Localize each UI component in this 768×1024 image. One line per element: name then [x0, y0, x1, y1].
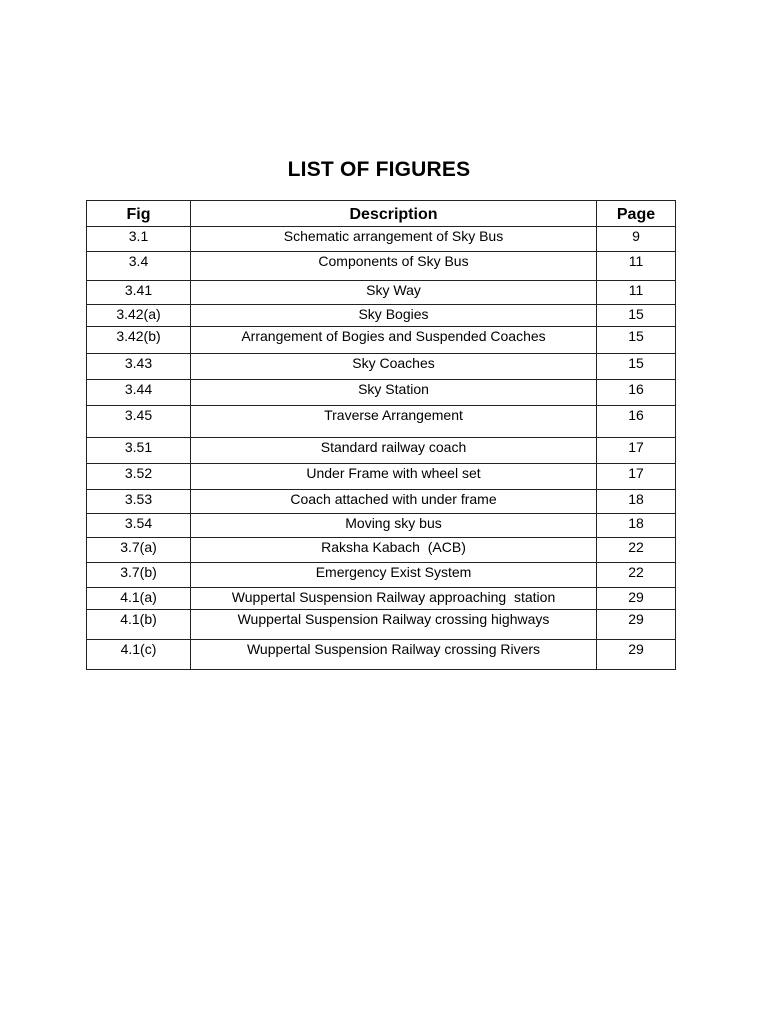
table-row — [87, 464, 676, 490]
table-row — [87, 538, 676, 563]
fig-description: Sky Coaches — [191, 354, 597, 380]
table-header-row — [87, 201, 676, 227]
table-row — [87, 252, 676, 281]
table-row — [87, 406, 676, 438]
figures-table — [86, 200, 676, 670]
fig-description: Traverse Arrangement — [191, 406, 597, 438]
fig-number: 3.1 — [87, 227, 191, 252]
fig-number: 3.42(a) — [87, 305, 191, 327]
fig-description: Sky Station — [191, 380, 597, 406]
fig-page: 11 — [597, 281, 676, 305]
fig-number: 3.7(a) — [87, 538, 191, 563]
fig-number: 3.52 — [87, 464, 191, 490]
fig-number: 3.51 — [87, 438, 191, 464]
fig-description: Wuppertal Suspension Railway approaching station — [191, 588, 597, 610]
fig-description: Components of Sky Bus — [191, 252, 597, 281]
fig-page: 11 — [597, 252, 676, 281]
fig-page: 15 — [597, 305, 676, 327]
fig-description: Standard railway coach — [191, 438, 597, 464]
fig-page: 18 — [597, 514, 676, 538]
table-row — [87, 305, 676, 327]
fig-page: 16 — [597, 380, 676, 406]
table-row — [87, 490, 676, 514]
fig-number: 3.42(b) — [87, 327, 191, 354]
fig-number: 3.4 — [87, 252, 191, 281]
fig-page: 17 — [597, 464, 676, 490]
fig-page: 9 — [597, 227, 676, 252]
fig-page: 15 — [597, 354, 676, 380]
fig-description: Coach attached with under frame — [191, 490, 597, 514]
fig-page: 22 — [597, 538, 676, 563]
fig-number: 3.45 — [87, 406, 191, 438]
table-row — [87, 354, 676, 380]
fig-page: 22 — [597, 563, 676, 588]
fig-page: 15 — [597, 327, 676, 354]
fig-number: 3.43 — [87, 354, 191, 380]
fig-page: 29 — [597, 610, 676, 640]
table-row — [87, 588, 676, 610]
table-row — [87, 438, 676, 464]
fig-description: Schematic arrangement of Sky Bus — [191, 227, 597, 252]
fig-description: Moving sky bus — [191, 514, 597, 538]
table-row — [87, 227, 676, 252]
fig-description: Arrangement of Bogies and Suspended Coaches — [191, 327, 597, 354]
fig-description: Sky Bogies — [191, 305, 597, 327]
fig-description: Wuppertal Suspension Railway crossing highways — [191, 610, 597, 640]
fig-page: 29 — [597, 640, 676, 670]
page-title: LIST OF FIGURES — [287, 158, 471, 181]
table-row — [87, 563, 676, 588]
fig-number: 3.41 — [87, 281, 191, 305]
fig-description: Wuppertal Suspension Railway crossing Rivers — [191, 640, 597, 670]
fig-description: Sky Way — [191, 281, 597, 305]
fig-number: 3.53 — [87, 490, 191, 514]
fig-description: Under Frame with wheel set — [191, 464, 597, 490]
fig-number: 4.1(b) — [87, 610, 191, 640]
table-row — [87, 514, 676, 538]
fig-page: 16 — [597, 406, 676, 438]
table-row — [87, 380, 676, 406]
table-row — [87, 640, 676, 670]
fig-page: 17 — [597, 438, 676, 464]
table-row — [87, 281, 676, 305]
column-header-description: Description — [191, 201, 597, 227]
fig-number: 3.44 — [87, 380, 191, 406]
column-header-page: Page — [597, 201, 676, 227]
fig-description: Emergency Exist System — [191, 563, 597, 588]
table-row — [87, 327, 676, 354]
fig-number: 4.1(a) — [87, 588, 191, 610]
column-header-fig: Fig — [87, 201, 191, 227]
fig-page: 18 — [597, 490, 676, 514]
table-row — [87, 610, 676, 640]
fig-number: 4.1(c) — [87, 640, 191, 670]
fig-number: 3.7(b) — [87, 563, 191, 588]
fig-number: 3.54 — [87, 514, 191, 538]
fig-page: 29 — [597, 588, 676, 610]
fig-description: Raksha Kabach (ACB) — [191, 538, 597, 563]
